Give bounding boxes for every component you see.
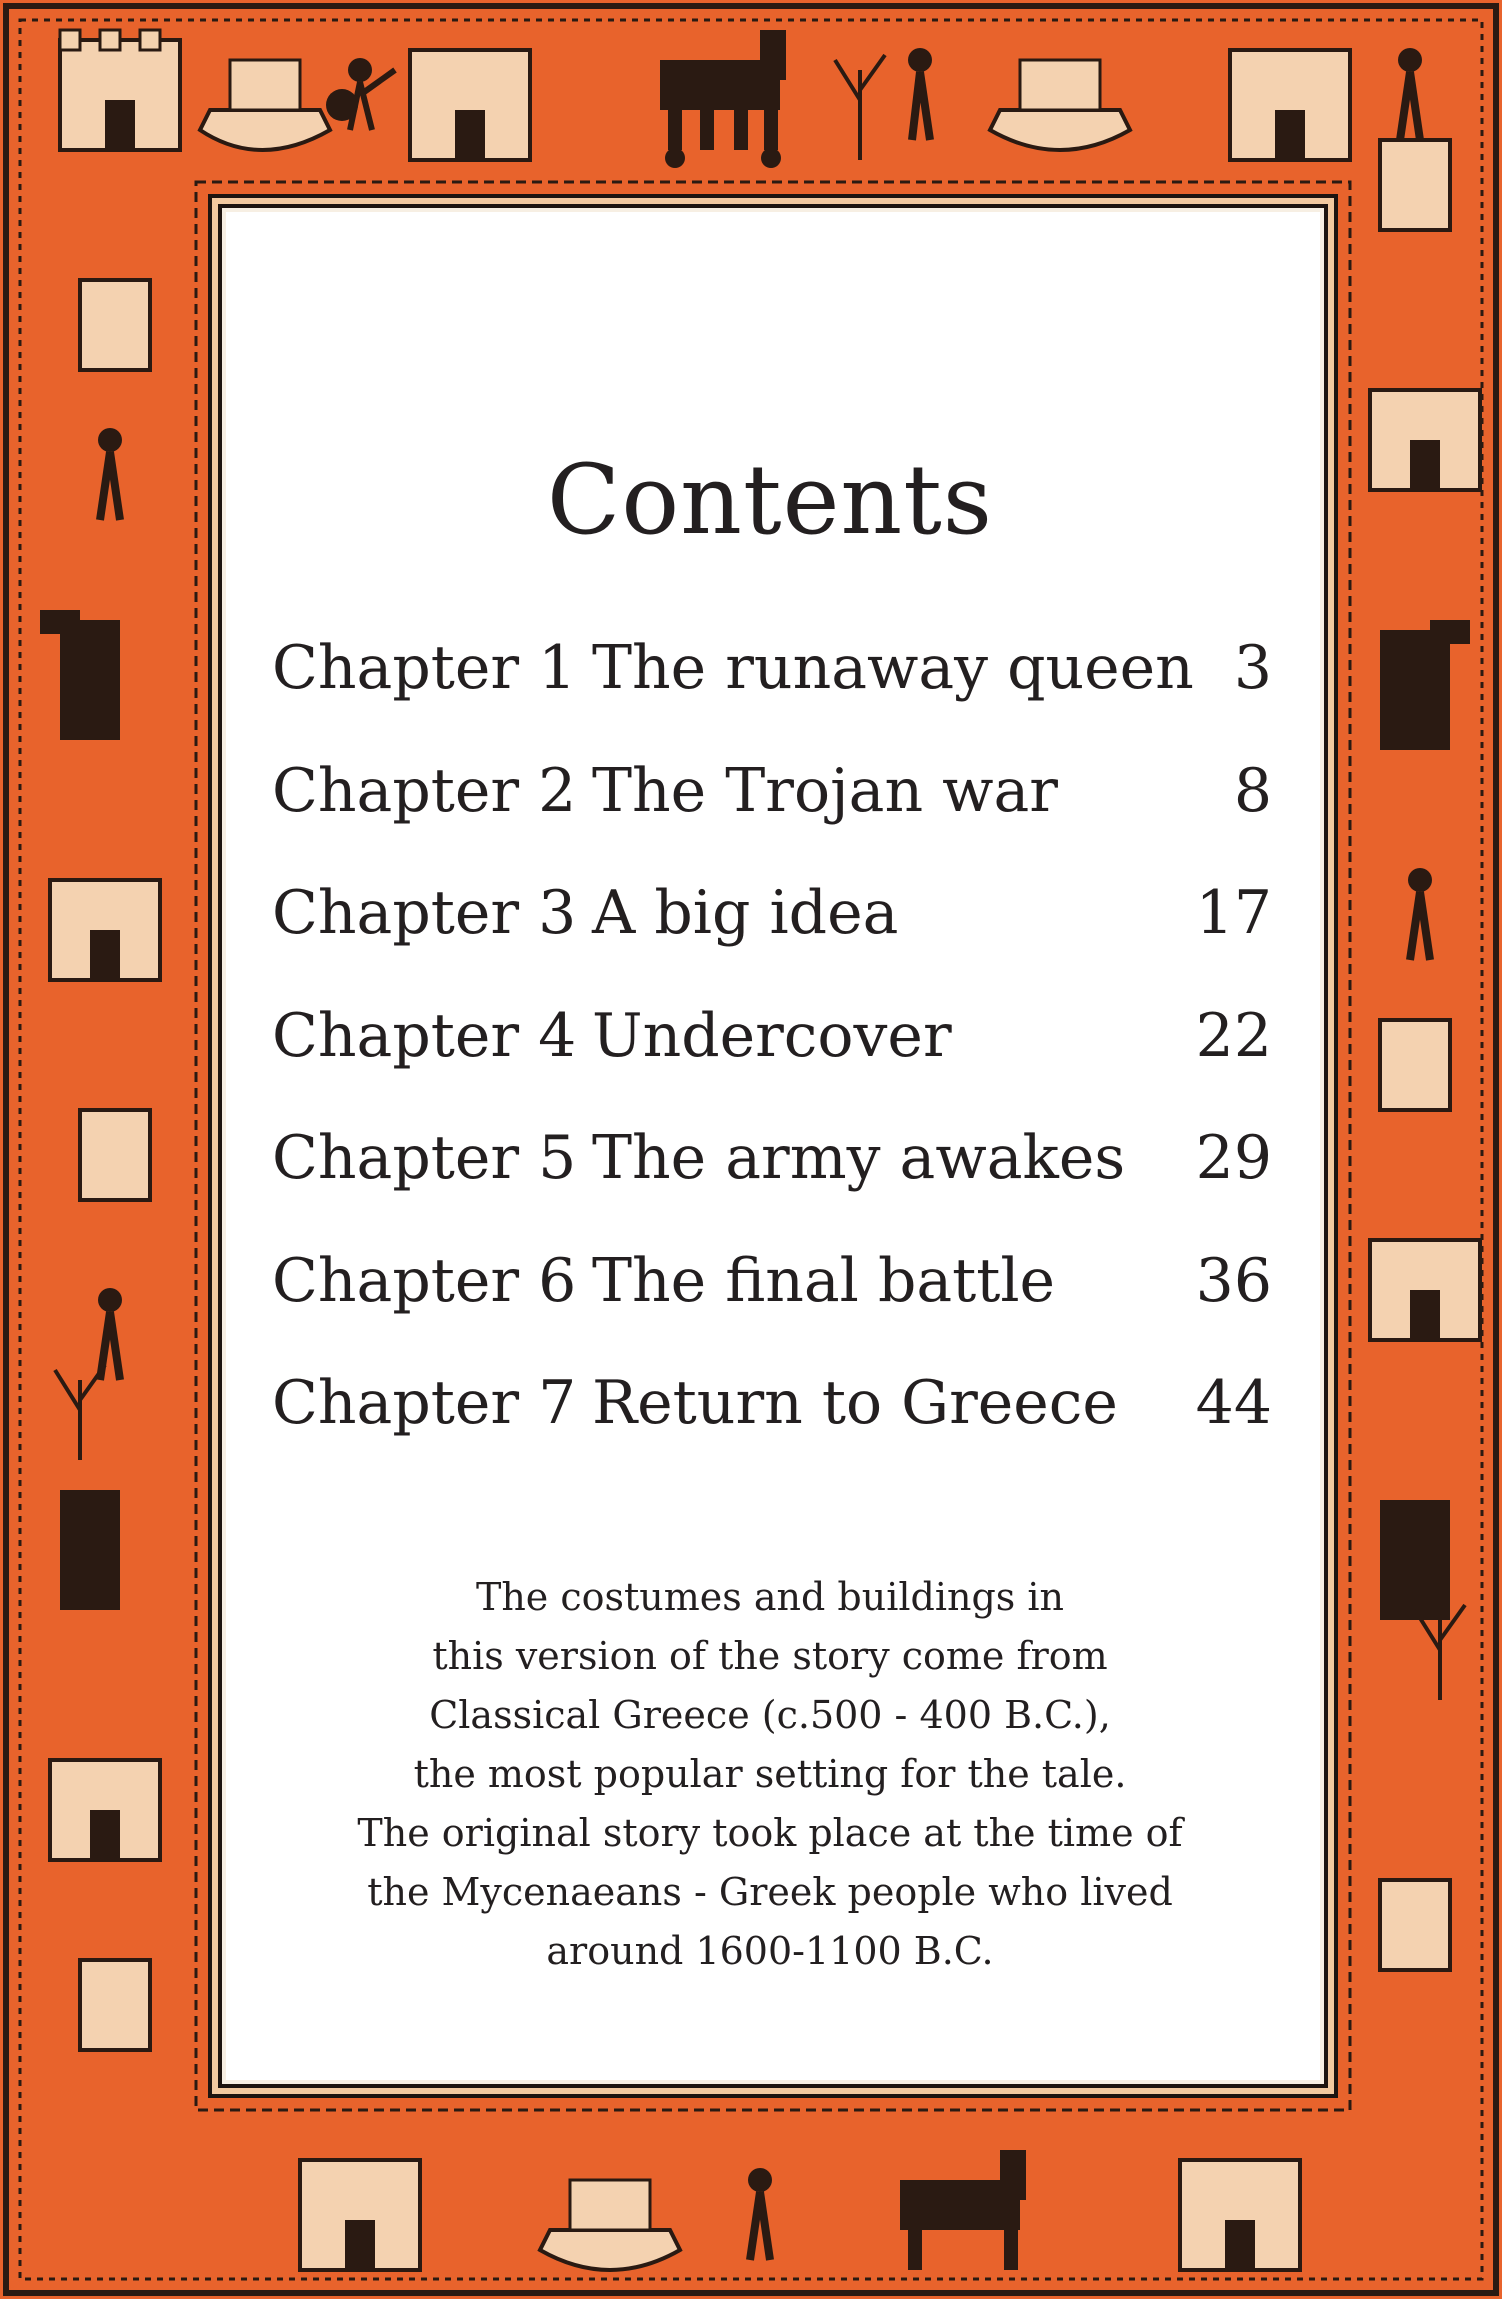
ship-icon xyxy=(80,280,150,370)
note-line: the Mycenaeans - Greek people who lived xyxy=(367,1870,1173,1914)
castle-icon xyxy=(60,30,180,150)
chapter-label: Chapter 4 xyxy=(272,1000,577,1071)
chapter-label: Chapter 2 xyxy=(272,755,577,826)
chapter-page-number: 44 xyxy=(1195,1368,1272,1438)
note-line: Classical Greece (c.500 - 400 B.C.), xyxy=(429,1693,1111,1737)
ship-icon xyxy=(80,1960,150,2050)
toc-entry-7[interactable] xyxy=(272,1363,1272,1486)
note-line: around 1600-1100 B.C. xyxy=(546,1929,994,1973)
toc-entry-5[interactable] xyxy=(272,1118,1272,1241)
chapter-label: Chapter 5 xyxy=(272,1123,577,1193)
chapter-title: The runaway queen xyxy=(592,633,1194,703)
castle-icon xyxy=(1370,1240,1480,1340)
chapter-label: Chapter 3 xyxy=(272,878,577,948)
toc-entry-2[interactable] xyxy=(272,751,1272,874)
chapter-title: The final battle xyxy=(592,1245,1056,1316)
chapter-title: Undercover xyxy=(592,1000,952,1071)
trojan-horse-icon xyxy=(60,1490,120,1610)
trojan-horse-icon xyxy=(1380,1500,1450,1620)
castle-icon xyxy=(1230,50,1350,160)
ship-icon xyxy=(1380,140,1450,230)
castle-icon xyxy=(1180,2160,1300,2270)
chapter-title: The army awakes xyxy=(592,1123,1126,1193)
castle-icon xyxy=(50,1760,160,1860)
chapter-title: A big idea xyxy=(592,878,899,948)
chapter-title: Return to Greece xyxy=(592,1368,1118,1438)
toc-entry-4[interactable] xyxy=(272,996,1272,1119)
note-line: the most popular setting for the tale. xyxy=(413,1752,1127,1796)
ship-icon xyxy=(1380,1880,1450,1970)
note-line: this version of the story come from xyxy=(432,1634,1108,1678)
ship-icon xyxy=(80,1110,150,1200)
chapter-page-number: 36 xyxy=(1195,1245,1272,1316)
ship-icon xyxy=(1380,1020,1450,1110)
toc-entry-3[interactable] xyxy=(272,873,1272,996)
castle-icon xyxy=(410,50,530,160)
chapter-label: Chapter 7 xyxy=(272,1368,577,1438)
castle-icon xyxy=(300,2160,420,2270)
chapter-label: Chapter 1 xyxy=(272,633,577,703)
note-line: The costumes and buildings in xyxy=(475,1575,1065,1619)
chapter-title: The Trojan war xyxy=(592,755,1058,826)
chapter-page-number: 3 xyxy=(1233,633,1272,703)
page-title: Contents xyxy=(546,444,994,556)
toc-entry-6[interactable] xyxy=(272,1241,1272,1364)
chapter-page-number: 22 xyxy=(1195,1000,1272,1071)
table-of-contents xyxy=(272,628,1272,1486)
toc-entry-1[interactable] xyxy=(272,628,1272,751)
chapter-page-number: 17 xyxy=(1195,878,1272,948)
note-line: The original story took place at the time of xyxy=(357,1811,1183,1855)
castle-icon xyxy=(50,880,160,980)
chapter-page-number: 29 xyxy=(1195,1123,1272,1193)
chapter-page-number: 8 xyxy=(1233,755,1272,826)
chapter-label: Chapter 6 xyxy=(272,1245,577,1316)
setting-note xyxy=(300,1568,1240,1981)
